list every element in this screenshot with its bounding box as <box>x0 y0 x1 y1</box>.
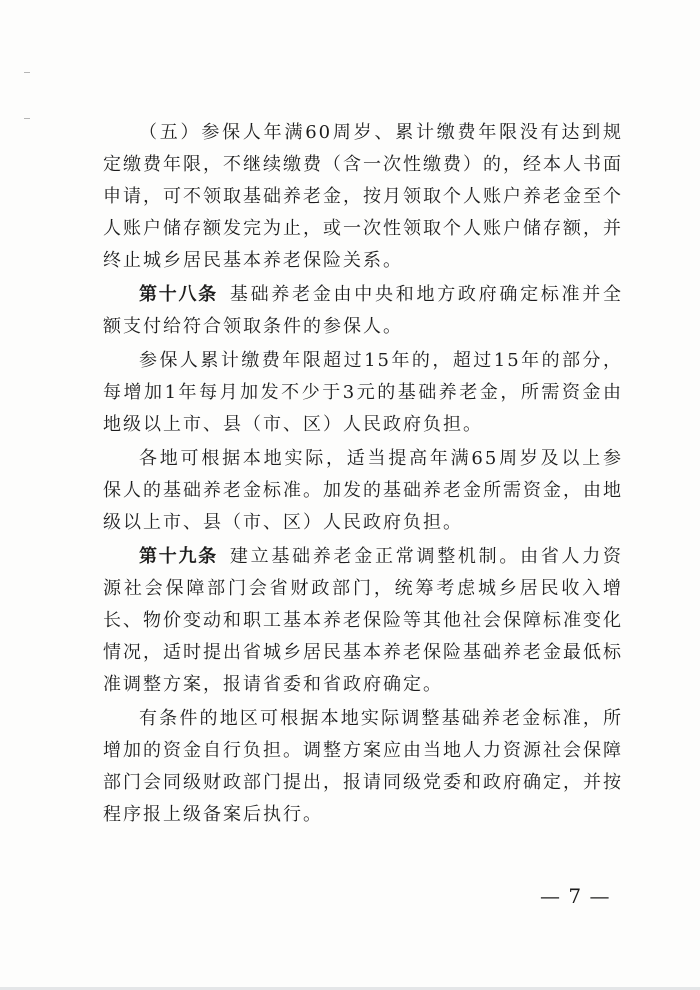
page-number: — 7 — <box>540 884 611 908</box>
article-heading: 第十八条 <box>139 284 218 305</box>
paragraph-text: 有条件的地区可根据本地实际调整基础养老金标准，所增加的资金自行负担。调整方案应由当地人力资源社会保障部门会同级财政部门提出，报请同级党委和政府确定，并按程序报上级备案后执行。 <box>103 708 623 825</box>
paragraph-text: 基础养老金由中央和地方政府确定标准并全额支付给符合领取条件的参保人。 <box>103 284 624 337</box>
paragraph-age-65 <box>103 443 623 539</box>
paragraph-text: 参保人累计缴费年限超过15年的，超过15年的部分，每增加1年每月加发不少于3元的基础养老金，所需资金由地级以上市、县（市、区）人民政府负担。 <box>103 350 623 435</box>
article-heading: 第十九条 <box>139 546 218 567</box>
paragraph-contribution-years <box>103 345 623 441</box>
document-body <box>103 117 623 831</box>
paragraph-local-adjustment <box>103 703 623 831</box>
paragraph-text: （五）参保人年满60周岁、累计缴费年限没有达到规定缴费年限，不继续缴费（含一次性缴费）的，经本人书面申请，可不领取基础养老金，按月领取个人账户养老金至个人账户储存额发完为止，或一次性领取个人账户储存额，并终止城乡居民基本养老保险关系。 <box>103 122 623 271</box>
article-18 <box>103 279 623 343</box>
paragraph-text: 各地可根据本地实际，适当提高年满65周岁及以上参保人的基础养老金标准。加发的基础养老金所需资金，由地级以上市、县（市、区）人民政府负担。 <box>103 448 623 533</box>
margin-mark <box>24 118 30 119</box>
paragraph-text: 建立基础养老金正常调整机制。由省人力资源社会保障部门会省财政部门，统筹考虑城乡居民收入增长、物价变动和职工基本养老保险等其他社会保障标准变化情况，适时提出省城乡居民基本养老保险基础养老金最低标准调整方案，报请省委和省政府确定。 <box>103 546 624 695</box>
article-19 <box>103 541 623 701</box>
margin-mark <box>24 72 30 73</box>
paragraph-item-5 <box>103 117 623 277</box>
